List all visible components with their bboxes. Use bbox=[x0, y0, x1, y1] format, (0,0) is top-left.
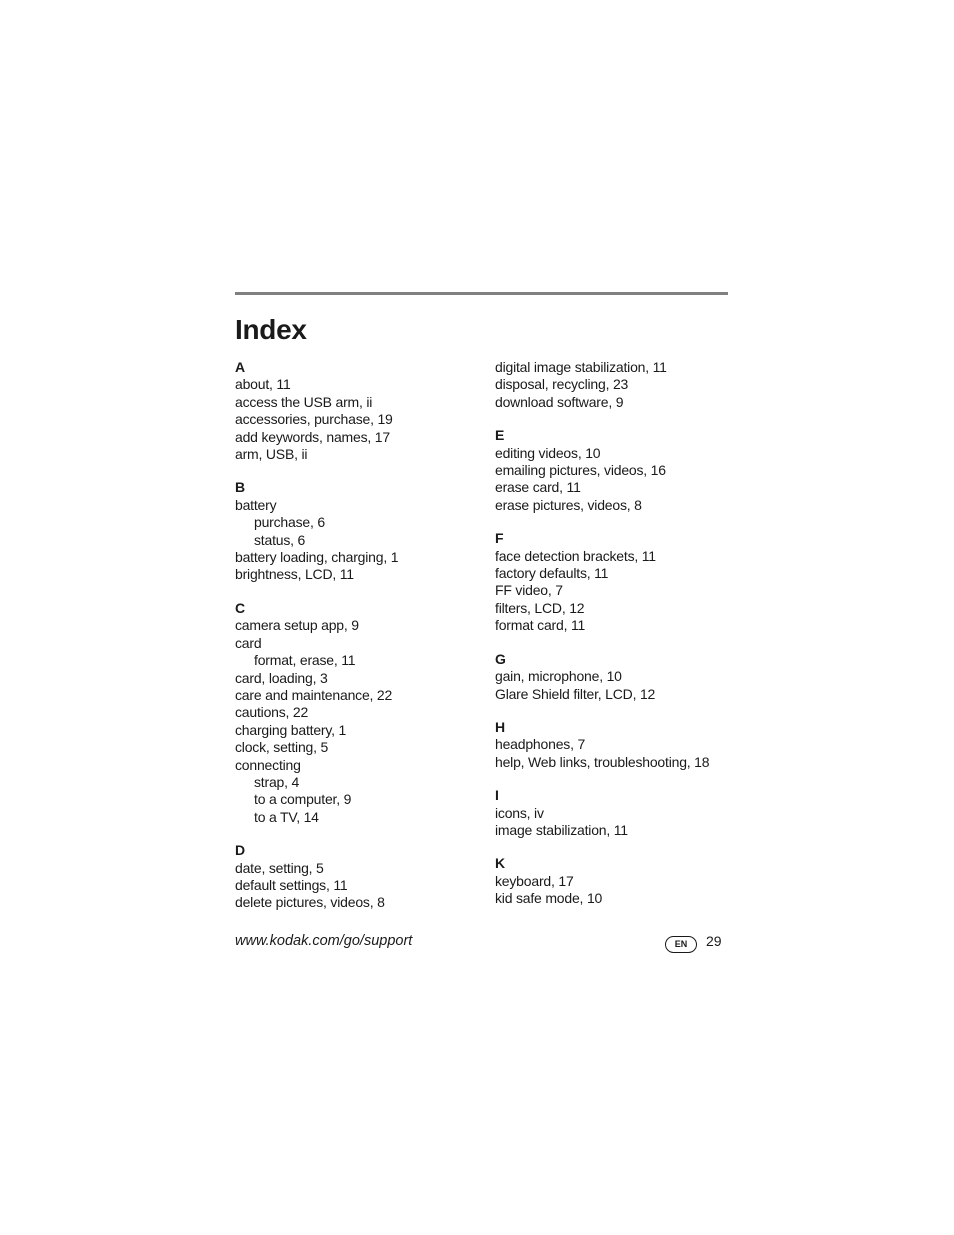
index-entry: arm, USB, ii bbox=[235, 446, 308, 463]
index-subentry: to a computer, 9 bbox=[254, 791, 352, 808]
top-rule bbox=[235, 292, 728, 295]
index-entry: kid safe mode, 10 bbox=[495, 890, 603, 907]
language-badge: EN bbox=[665, 936, 697, 953]
index-section bbox=[495, 855, 735, 907]
index-entry: card bbox=[235, 634, 262, 651]
index-entry: default settings, 11 bbox=[235, 876, 348, 893]
index-section bbox=[495, 427, 735, 514]
index-entry: factory defaults, 11 bbox=[495, 565, 609, 582]
index-entry: face detection brackets, 11 bbox=[495, 547, 656, 564]
section-letter: G bbox=[495, 650, 506, 667]
section-letter: A bbox=[235, 359, 245, 375]
index-section bbox=[235, 600, 475, 826]
index-entry: image stabilization, 11 bbox=[495, 821, 628, 838]
page-title: Index bbox=[235, 314, 307, 345]
index-entry: card, loading, 3 bbox=[235, 669, 328, 686]
index-section bbox=[235, 479, 475, 583]
index-section bbox=[495, 359, 735, 411]
index-section bbox=[495, 651, 735, 703]
index-entry: erase pictures, videos, 8 bbox=[495, 496, 642, 513]
index-entry: charging battery, 1 bbox=[235, 721, 347, 738]
section-letter: D bbox=[235, 842, 245, 859]
index-subentry: strap, 4 bbox=[254, 773, 300, 790]
section-letter: H bbox=[495, 718, 505, 735]
index-entry: care and maintenance, 22 bbox=[235, 686, 393, 703]
index-entry: disposal, recycling, 23 bbox=[495, 376, 629, 393]
index-subentry: format, erase, 11 bbox=[254, 652, 356, 669]
index-entry: help, Web links, troubleshooting, 18 bbox=[495, 753, 710, 770]
index-entry: erase card, 11 bbox=[495, 479, 581, 496]
index-entry: clock, setting, 5 bbox=[235, 739, 329, 756]
index-subentry: purchase, 6 bbox=[254, 514, 325, 531]
section-letter: I bbox=[495, 787, 499, 804]
index-entry: connecting bbox=[235, 756, 301, 773]
index-entry: FF video, 7 bbox=[495, 582, 563, 599]
index-section bbox=[495, 719, 735, 771]
index-entry: gain, microphone, 10 bbox=[495, 668, 622, 685]
index-entry: filters, LCD, 12 bbox=[495, 599, 585, 616]
index-entry: access the USB arm, ii bbox=[235, 393, 373, 410]
index-entry: add keywords, names, 17 bbox=[235, 428, 390, 445]
index-entry: brightness, LCD, 11 bbox=[235, 566, 354, 583]
page-number: 29 bbox=[706, 933, 722, 949]
index-entry: accessories, purchase, 19 bbox=[235, 411, 393, 428]
index-entry: download software, 9 bbox=[495, 393, 624, 410]
section-letter: C bbox=[235, 599, 245, 616]
section-letter: F bbox=[495, 530, 504, 547]
index-entry: delete pictures, videos, 8 bbox=[235, 894, 385, 911]
index-entry: battery loading, charging, 1 bbox=[235, 549, 399, 566]
index-subentry: to a TV, 14 bbox=[254, 808, 319, 825]
index-entry: editing videos, 10 bbox=[495, 444, 601, 461]
section-letter: K bbox=[495, 855, 505, 872]
index-entry: Glare Shield filter, LCD, 12 bbox=[495, 685, 656, 702]
index-entry: camera setup app, 9 bbox=[235, 617, 359, 634]
index-column-left bbox=[235, 359, 475, 928]
index-section bbox=[495, 530, 735, 634]
index-entry: battery bbox=[235, 496, 277, 513]
footer-url[interactable]: www.kodak.com/go/support bbox=[235, 933, 413, 949]
index-entry: cautions, 22 bbox=[235, 704, 309, 721]
index-column-right bbox=[495, 359, 735, 924]
section-letter: B bbox=[235, 479, 245, 496]
index-entry: format card, 11 bbox=[495, 617, 586, 634]
section-letter: E bbox=[495, 427, 505, 444]
index-section bbox=[235, 842, 475, 912]
index-entry: keyboard, 17 bbox=[495, 872, 574, 889]
index-entry: headphones, 7 bbox=[495, 736, 586, 753]
index-entry: emailing pictures, videos, 16 bbox=[495, 462, 666, 479]
index-section bbox=[235, 359, 475, 463]
index-entry: digital image stabilization, 11 bbox=[495, 359, 667, 375]
index-subentry: status, 6 bbox=[254, 531, 306, 548]
index-section bbox=[495, 787, 735, 839]
index-entry: date, setting, 5 bbox=[235, 859, 324, 876]
index-entry: icons, iv bbox=[495, 804, 544, 821]
index-entry: about, 11 bbox=[235, 376, 291, 393]
